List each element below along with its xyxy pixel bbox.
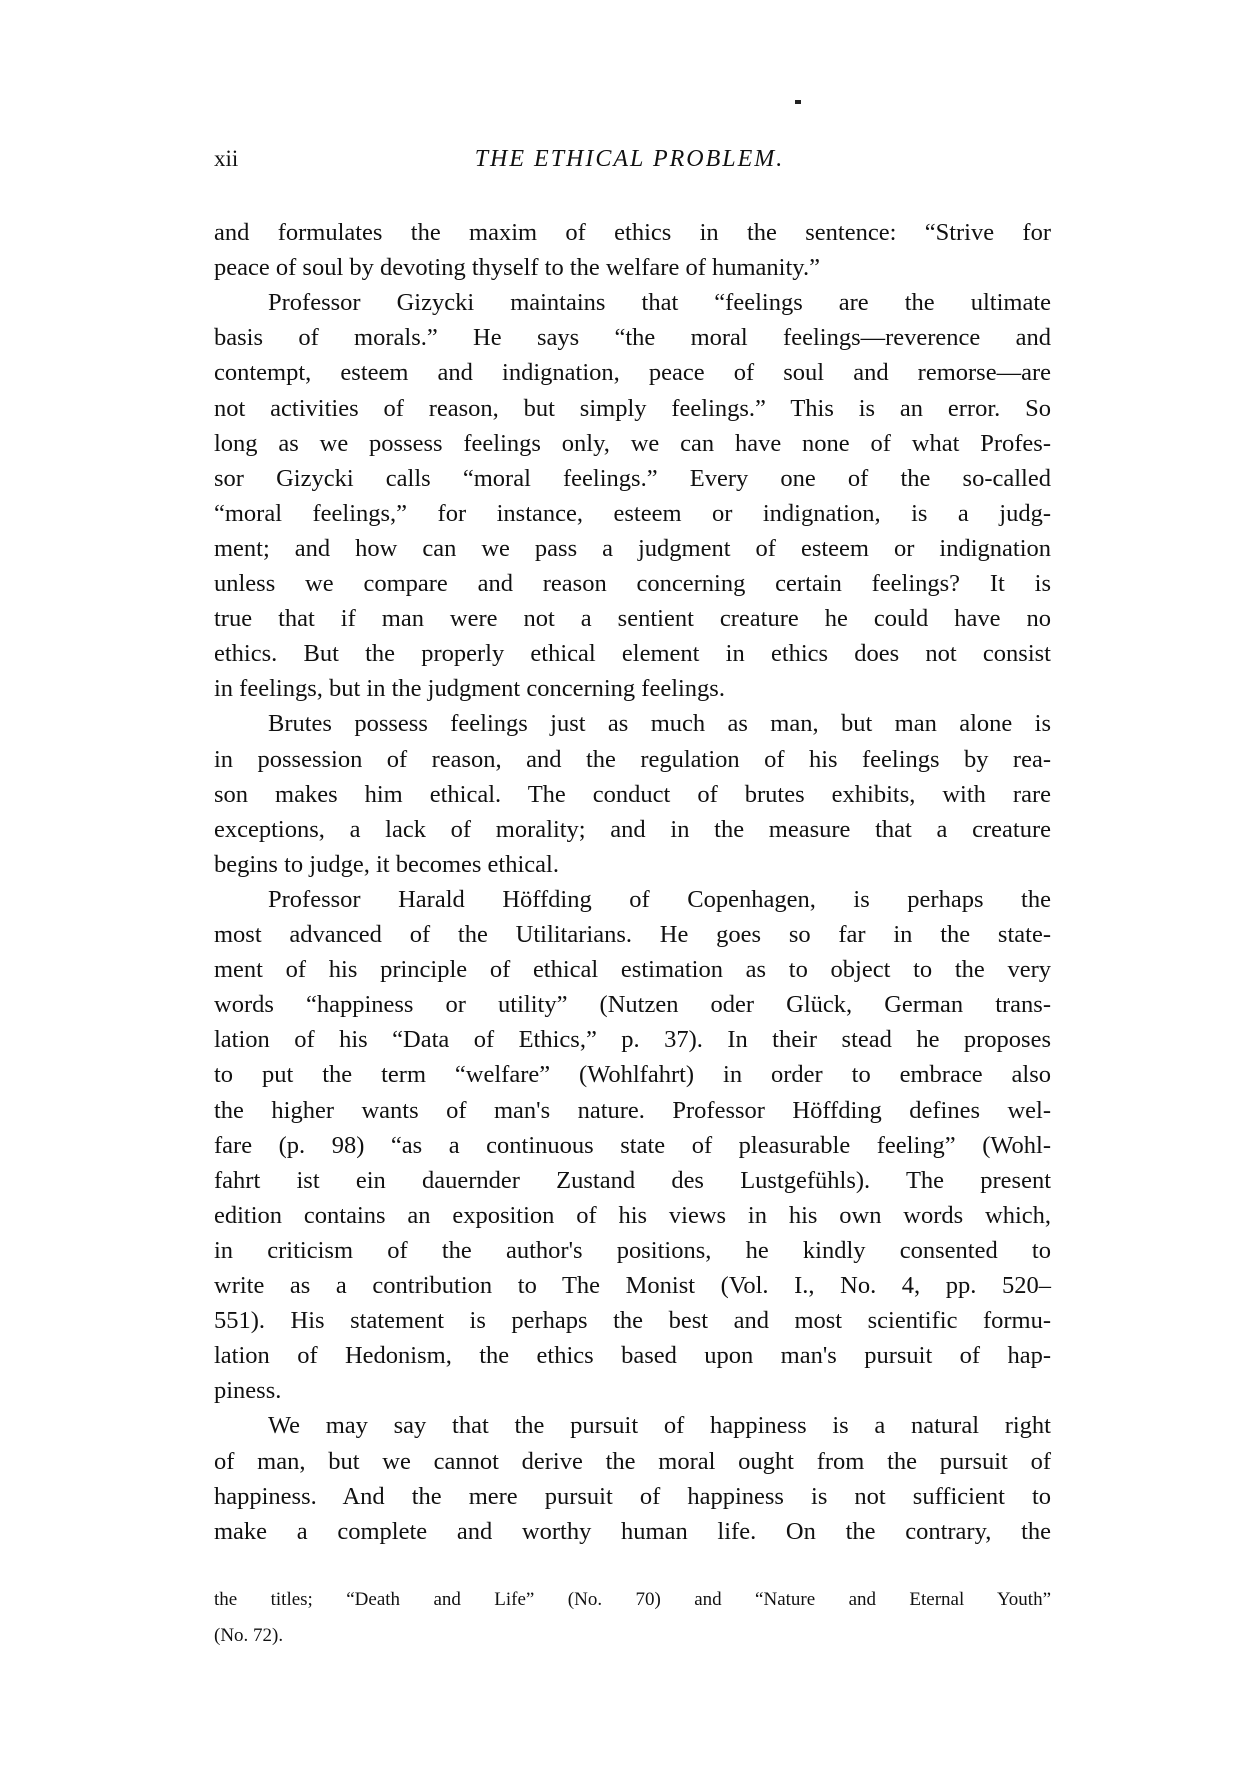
page-number: xii xyxy=(214,146,239,171)
text-line: contempt, esteem and indignation, peace of soul and remorse—are xyxy=(214,359,1051,387)
text-line: long as we possess feelings only, we can have none of what Profes- xyxy=(214,429,1051,457)
text-line: 551). His statement is perhaps the best and most scientific formu- xyxy=(214,1307,1051,1335)
text-line: fahrt ist ein dauernder Zustand des Lustgefühls). The present xyxy=(214,1166,1051,1194)
text-line: not activities of reason, but simply feelings.” This is an error. So xyxy=(214,394,1051,422)
text-line: lation of Hedonism, the ethics based upon man's pursuit of hap- xyxy=(214,1342,1051,1370)
text-line: piness. xyxy=(214,1377,282,1405)
text-line: Brutes possess feelings just as much as man, but man alone is xyxy=(268,710,1051,738)
text-line: words “happiness or utility” (Nutzen oder Glück, German trans- xyxy=(214,991,1051,1019)
footnote-line: the titles; “Death and Life” (No. 70) and “Nature and Eternal Youth” xyxy=(214,1589,1051,1610)
text-line: son makes him ethical. The conduct of brutes exhibits, with rare xyxy=(214,780,1051,808)
text-line: peace of soul by devoting thyself to the welfare of humanity.” xyxy=(214,254,820,282)
text-line: true that if man were not a sentient creature he could have no xyxy=(214,605,1051,633)
text-line: sor Gizycki calls “moral feelings.” Every one of the so-called xyxy=(214,464,1051,492)
text-line: make a complete and worthy human life. On the contrary, the xyxy=(214,1517,1051,1545)
text-line: begins to judge, it becomes ethical. xyxy=(214,850,559,878)
text-line: to put the term “welfare” (Wohlfahrt) in order to embrace also xyxy=(214,1061,1051,1089)
text-line: happiness. And the mere pursuit of happiness is not sufficient to xyxy=(214,1482,1051,1510)
text-line: in criticism of the author's positions, he kindly consented to xyxy=(214,1236,1051,1264)
text-line: “moral feelings,” for instance, esteem or indignation, is a judg- xyxy=(214,499,1051,527)
text-line: lation of his “Data of Ethics,” p. 37). In their stead he proposes xyxy=(214,1026,1051,1054)
text-line: and formulates the maxim of ethics in the sentence: “Strive for xyxy=(214,219,1051,246)
text-line: ethics. But the properly ethical element in ethics does not consist xyxy=(214,640,1051,668)
footnote-line: (No. 72). xyxy=(214,1625,284,1646)
text-line: write as a contribution to The Monist (Vol. I., No. 4, pp. 520– xyxy=(214,1272,1051,1299)
text-line: ment; and how can we pass a judgment of esteem or indignation xyxy=(214,534,1051,562)
text-line: most advanced of the Utilitarians. He goes so far in the state- xyxy=(214,921,1051,948)
text-line: basis of morals.” He says “the moral feelings—reverence and xyxy=(214,324,1051,352)
scan-speck xyxy=(795,100,801,104)
text-line: exceptions, a lack of morality; and in the measure that a creature xyxy=(214,815,1051,843)
text-line: in possession of reason, and the regulation of his feelings by rea- xyxy=(214,745,1051,773)
text-line: the higher wants of man's nature. Professor Höffding defines wel- xyxy=(214,1096,1051,1124)
text-line: fare (p. 98) “as a continuous state of pleasurable feeling” (Wohl- xyxy=(214,1131,1051,1159)
text-line: of man, but we cannot derive the moral ought from the pursuit of xyxy=(214,1447,1051,1475)
text-line: ment of his principle of ethical estimation as to object to the very xyxy=(214,956,1051,984)
running-title: THE ETHICAL PROBLEM. xyxy=(474,146,785,172)
text-line: unless we compare and reason concerning certain feelings? It is xyxy=(214,570,1051,597)
text-line: We may say that the pursuit of happiness is a natural right xyxy=(268,1412,1051,1440)
text-line: Professor Harald Höffding of Copenhagen, is perhaps the xyxy=(268,885,1051,913)
text-line: in feelings, but in the judgment concerning feelings. xyxy=(214,675,725,703)
text-line: Professor Gizycki maintains that “feelings are the ultimate xyxy=(268,289,1051,317)
text-line: edition contains an exposition of his views in his own words which, xyxy=(214,1201,1051,1229)
